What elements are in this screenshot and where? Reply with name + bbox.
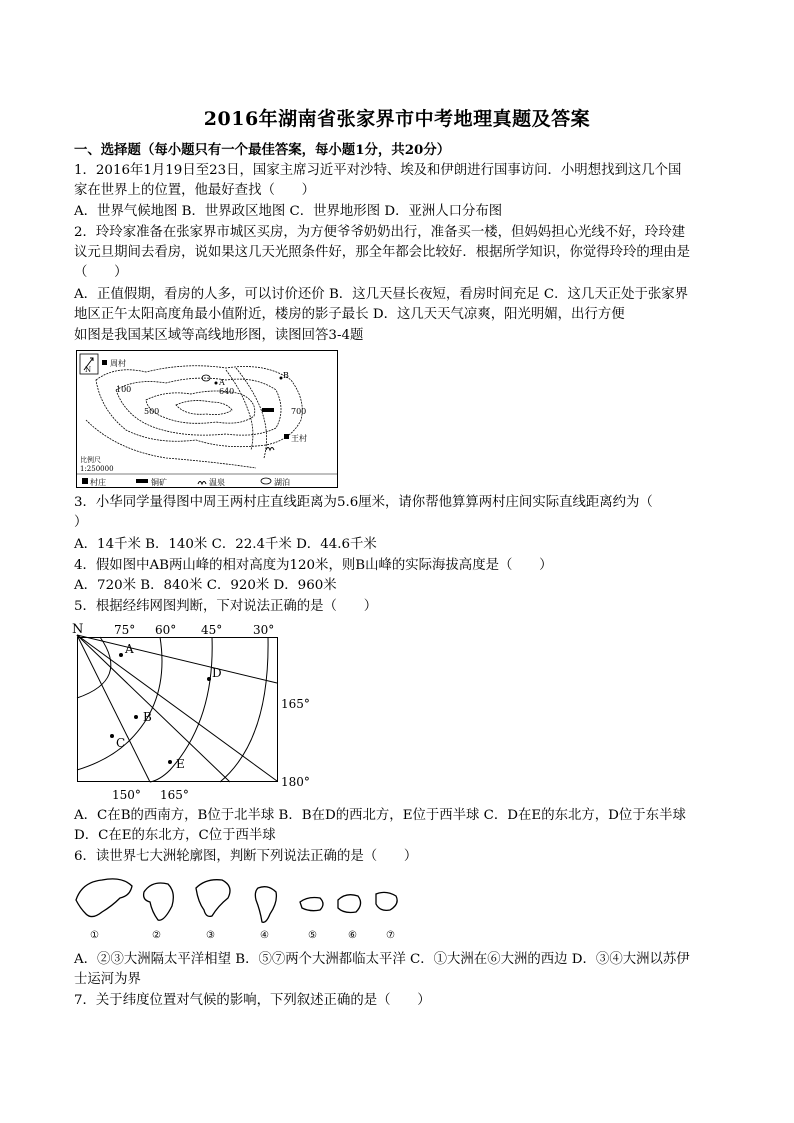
scale-value: 1:250000 — [80, 465, 114, 473]
continent-5-outline — [300, 898, 323, 911]
grid-lat-60-label: 60° — [155, 623, 177, 637]
q4-options: A．720米 B．840米 C．920米 D．960米 — [74, 578, 337, 593]
continent-1-number: ① — [90, 930, 99, 941]
continent-2-number: ② — [152, 930, 161, 941]
legend-mine-label: 铜矿 — [151, 478, 167, 487]
continent-7-outline — [376, 892, 397, 910]
legend-mine-icon — [136, 479, 148, 483]
grid-point-d-label: D — [212, 666, 222, 680]
grid-point-e — [168, 760, 172, 764]
contour-640-label: 640 — [219, 387, 235, 396]
q2-options-line2: 地区正午太阳高度角最小值附近，楼房的影子最长 D．这几天天气凉爽，阳光明媚，出行方便 — [74, 307, 625, 322]
continent-5-number: ⑤ — [308, 930, 317, 941]
grid-point-a — [119, 653, 123, 657]
grid-lon-165-bottom-label: 165° — [160, 788, 189, 802]
grid-point-d — [207, 677, 211, 681]
q5-options-line1: A．C在B的西南方，B位于北半球 B．B在D的西北方，E位于西半球 C．D在E的东北方，D位于东半球 — [74, 808, 686, 823]
grid-point-a-label: A — [125, 642, 134, 656]
parallel-lines — [77, 637, 268, 782]
q3-4-intro: 如图是我国某区域等高线地形图，读图回答3-4题 — [74, 328, 364, 343]
grid-lon-150-label: 150° — [112, 788, 141, 802]
continent-6-number: ⑥ — [348, 930, 357, 941]
grid-lon-165-right-label: 165° — [281, 697, 310, 711]
continent-1-outline — [76, 879, 132, 917]
continent-7-number: ⑦ — [386, 930, 395, 941]
q2-text-line3: （ ） — [74, 265, 128, 280]
contour-700-label: 700 — [291, 407, 307, 416]
grid-point-e-label: E — [176, 757, 185, 771]
grid-point-b — [134, 715, 138, 719]
q1-text-line2: 家在世界上的位置，他最好查找（ ） — [74, 183, 316, 198]
grid-lat-30-label: 30° — [253, 623, 275, 637]
contour-500-label: 500 — [144, 407, 160, 416]
continent-4-outline — [255, 887, 276, 923]
scale-label: 比例尺 — [80, 456, 101, 464]
copper-mine-marker — [262, 408, 274, 412]
continent-3-number: ③ — [206, 930, 215, 941]
peak-a-marker — [215, 382, 218, 385]
q2-options-line1: A．正值假期，看房的人多，可以讨价还价 B．这几天昼长夜短，看房时间充足 C．这几天正处于张家界 — [74, 287, 689, 302]
q3-options: A．14千米 B．140米 C．22.4千米 D．44.6千米 — [74, 537, 377, 552]
zhou-village-label: 周村 — [110, 359, 126, 368]
q3-text-line1: 3．小华同学量得图中周王两村庄直线距离为5.6厘米，请你帮他算算两村庄间实际直线距离约为（ — [74, 495, 653, 510]
grid-point-c — [110, 734, 114, 738]
legend-village-icon — [82, 478, 88, 484]
legend-spring-label: 温泉 — [209, 478, 225, 487]
continents-figure — [72, 872, 422, 944]
q1-text-line1: 1．2016年1月19日至23日，国家主席习近平对沙特、埃及和伊朗进行国事访问．小明想找到这几个国 — [74, 163, 682, 178]
continent-4-number: ④ — [260, 930, 269, 941]
section-heading: 一、选择题（每小题只有一个最佳答案，每小题1分，共20分） — [74, 142, 451, 158]
grid-point-b-label: B — [143, 710, 152, 724]
q6-text: 6．读世界七大洲轮廓图，判断下列说法正确的是（ ） — [74, 849, 418, 864]
contour-map-figure — [76, 350, 338, 488]
grid-lat-45-label: 45° — [201, 623, 223, 637]
q2-text-line1: 2．玲玲家准备在张家界市城区买房，为方便爷爷奶奶出行，准备买一楼，但妈妈担心光线不好，玲玲建 — [74, 225, 686, 240]
north-label: N — [85, 366, 92, 374]
point-a-label: A — [219, 378, 225, 387]
q5-options-line2: D．C在E的东北方，C位于西半球 — [74, 828, 276, 843]
point-b-label: B — [283, 371, 289, 380]
grid-point-c-label: C — [116, 736, 126, 750]
wang-village-label: 王村 — [291, 434, 307, 443]
wang-village-marker — [284, 434, 289, 439]
q7-text: 7．关于纬度位置对气候的影响，下列叙述正确的是（ ） — [74, 993, 431, 1008]
continent-3-outline — [196, 880, 230, 917]
q2-text-line2: 议元旦期间去看房，说如果这几天光照条件好，那全年都会比较好．根据所学知识，你觉得玲玲的理由是 — [74, 245, 690, 260]
grid-pole-label: N — [72, 622, 84, 637]
legend-village-label: 村庄 — [90, 478, 106, 487]
legend-lake-label: 湖泊 — [274, 478, 290, 487]
zhou-village-marker — [102, 360, 107, 365]
page-title: 2016年湖南省张家界市中考地理真题及答案 — [203, 108, 591, 130]
continent-2-outline — [144, 883, 174, 920]
contour-100-label: 100 — [116, 385, 132, 394]
grid-map-figure — [70, 620, 320, 820]
q5-text: 5．根据经纬网图判断，下对说法正确的是（ ） — [74, 599, 378, 614]
q1-options: A．世界气候地图 B．世界政区地图 C．世界地形图 D．亚洲人口分布图 — [74, 204, 503, 219]
q6-options-line2: 士运河为界 — [74, 972, 141, 987]
continent-6-outline — [338, 895, 361, 913]
q6-options-line1: A．②③大洲隔太平洋相望 B．⑤⑦两个大洲都临太平洋 C．①大洲在⑥大洲的西边 D．③④大洲以苏伊 — [74, 952, 690, 967]
q4-text: 4．假如图中AB两山峰的相对高度为120米，则B山峰的实际海拔高度是（ ） — [74, 558, 553, 573]
grid-lon-180-label: 180° — [281, 775, 310, 789]
q3-text-line2: ） — [74, 515, 88, 530]
grid-lat-75-label: 75° — [114, 623, 136, 637]
